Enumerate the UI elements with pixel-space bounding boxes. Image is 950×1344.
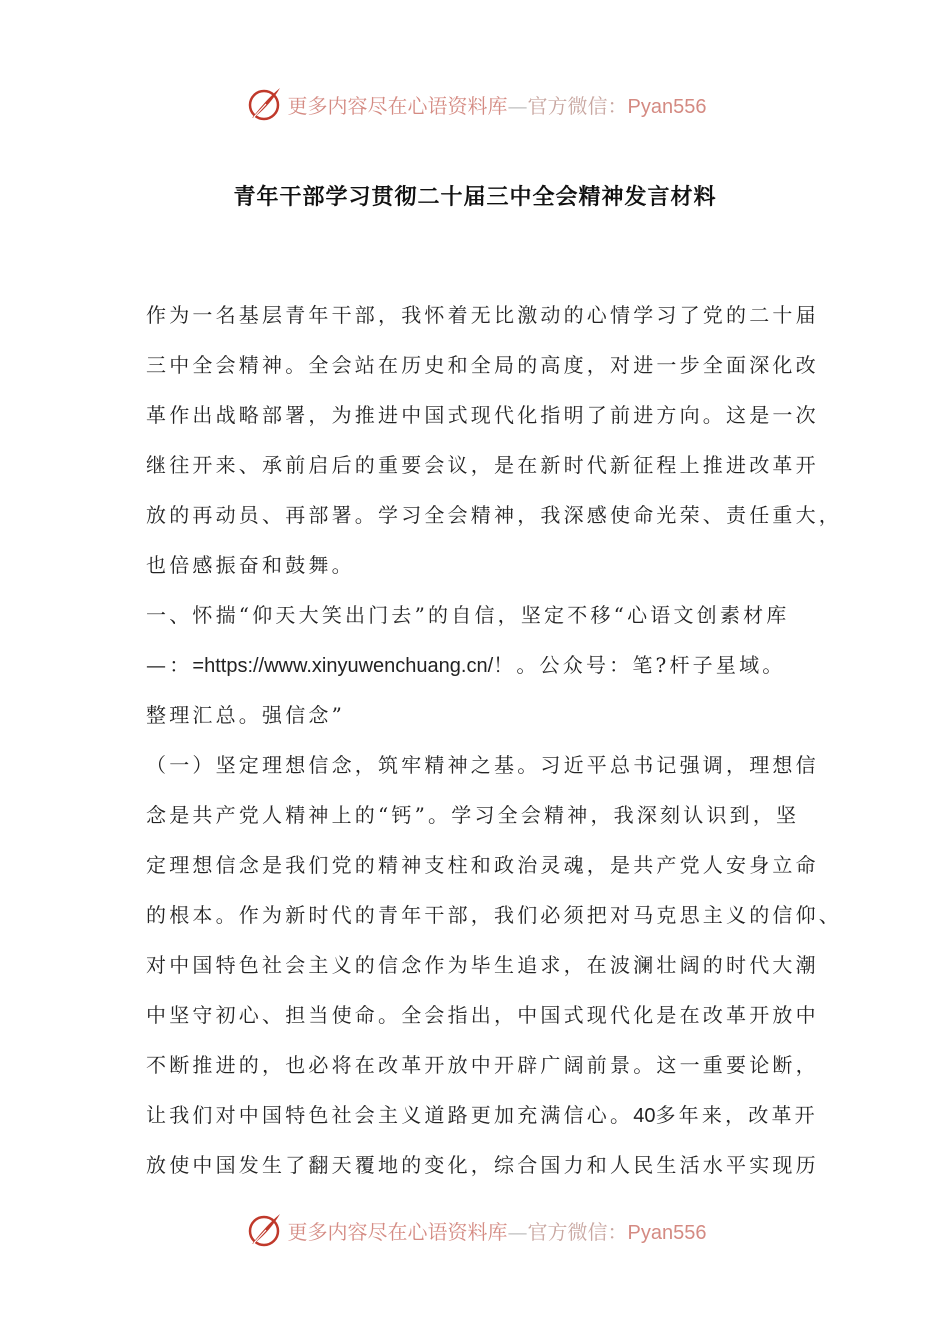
text-line: 中坚守初心、担当使命。全会指出，中国式现代化是在改革开放中 — [146, 1003, 819, 1027]
banner-main-text: 更多内容尽在心语资料库 — [287, 93, 508, 118]
text-line: 放使中国发生了翻天覆地的变化，综合国力和人民生活水平实现历 — [146, 1153, 819, 1177]
subsection-heading-line: （一）坚定理想信念，筑牢精神之基。习近平总书记强调，理想信 — [146, 753, 819, 777]
banner-main-text: 更多内容尽在心语资料库 — [287, 1219, 508, 1244]
text-line: 革作出战略部署，为推进中国式现代化指明了前进方向。这是一次 — [146, 403, 819, 427]
text-line: 定理想信念是我们党的精神支柱和政治灵魂，是共产党人安身立命 — [146, 853, 819, 877]
quill-logo-icon — [244, 1210, 284, 1250]
banner-text — [288, 1216, 707, 1245]
number-value: 40 — [633, 1105, 656, 1127]
line-suffix: ！。公众号：笔?杆子星域。 — [493, 653, 786, 677]
text-line-with-number — [146, 1090, 818, 1140]
text-line: 整理汇总。强信念” — [146, 703, 346, 727]
banner-separator: — — [507, 1219, 528, 1244]
banner-wechat-id: Pyan556 — [627, 95, 707, 118]
quill-logo-icon — [244, 84, 284, 124]
text-line: 念是共产党人精神上的“钙”。学习全会精神，我深刻认识到，坚 — [146, 803, 800, 827]
document-title: 青年干部学习贯彻二十届三中全会精神发言材料 — [233, 185, 717, 210]
banner-label: 官方微信： — [527, 93, 628, 118]
banner-wechat-id: Pyan556 — [627, 1221, 707, 1244]
text-line: 对中国特色社会主义的信念作为毕生追求，在波澜壮阔的时代大潮 — [146, 953, 819, 977]
banner-separator: — — [507, 93, 528, 118]
line-suffix: 多年来，改革开 — [655, 1103, 818, 1127]
line-prefix: 让我们对中国特色社会主义道路更加充满信心。 — [146, 1103, 634, 1127]
banner-label: 官方微信： — [527, 1219, 628, 1244]
text-line: 放的再动员、再部署。学习全会精神，我深感使命光荣、责任重大， — [146, 503, 842, 527]
text-line: 不断推进的，也必将在改革开放中开辟广阔前景。这一重要论断， — [146, 1053, 819, 1077]
website-url: =https://www.xinyuwenchuang.cn/ — [192, 655, 494, 677]
text-line: 的根本。作为新时代的青年干部，我们必须把对马克思主义的信仰、 — [146, 903, 842, 927]
text-line-with-url — [146, 640, 811, 690]
text-line: 也倍感振奋和鼓舞。 — [146, 553, 355, 577]
header-banner — [0, 82, 950, 126]
section-heading-line: 一、怀揣“仰天大笑出门去”的自信，坚定不移“心语文创素材库 — [146, 603, 790, 627]
banner-text — [288, 90, 707, 119]
text-line: 作为一名基层青年干部，我怀着无比激动的心情学习了党的二十届 — [146, 303, 819, 327]
line-prefix: —： — [146, 653, 193, 677]
text-line: 三中全会精神。全会站在历史和全局的高度，对进一步全面深化改 — [146, 353, 819, 377]
footer-banner — [0, 1208, 950, 1252]
text-line: 继往开来、承前启后的重要会议，是在新时代新征程上推进改革开 — [146, 453, 819, 477]
document-body — [146, 290, 842, 1190]
